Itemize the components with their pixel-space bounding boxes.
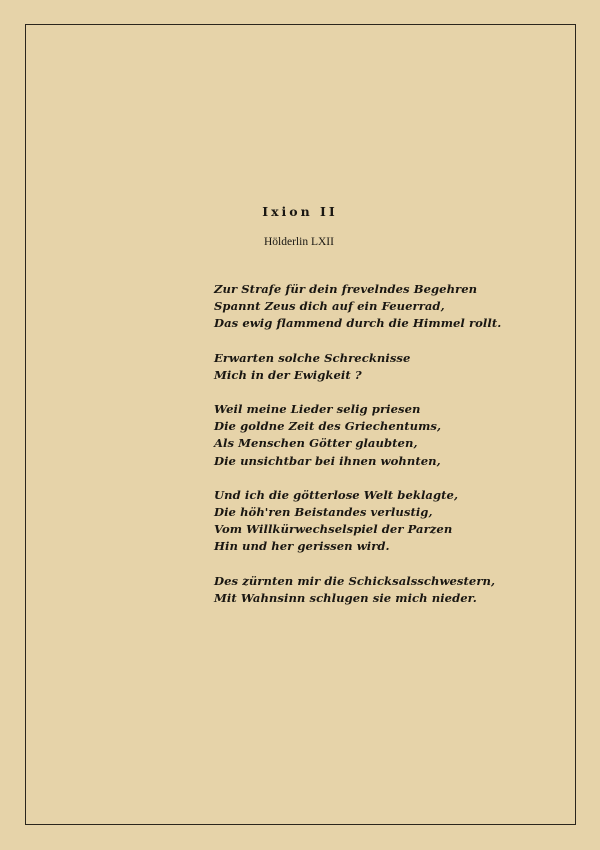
poem-line: Hin und her gerissen wird. [214, 539, 390, 554]
poem-line: Die unsichtbar bei ihnen wohnten, [214, 453, 441, 468]
poem-line: Als Menschen Götter glaubten, [214, 436, 418, 451]
poem-line: Mit Wahnsinn schlugen sie mich nieder. [214, 590, 477, 605]
poem-line: Vom Willkürwechselspiel der Parzen [214, 522, 453, 537]
stanza [214, 350, 554, 384]
stanza [214, 573, 554, 607]
poem-title [0, 204, 600, 219]
poem-line: Mich in der Ewigkeit ? [214, 367, 362, 382]
poem-line: Des zürnten mir die Schicksalsschwestern, [214, 573, 496, 588]
poem-line: Weil meine Lieder selig priesen [214, 402, 421, 417]
poem-line: Erwarten solche Schrecknisse [214, 350, 411, 365]
poem-line: Und ich die götterlose Welt beklagte, [214, 487, 459, 502]
poem-line: Das ewig flammend durch die Himmel rollt. [214, 316, 502, 331]
stanza [214, 281, 554, 333]
stanza [214, 487, 554, 556]
poem-line: Die goldne Zeit des Griechentums, [214, 419, 442, 434]
poem-line: Die höh'ren Beistandes verlustig, [214, 505, 433, 520]
poem-body [214, 281, 554, 624]
poem-subtitle: Hölderlin LXII [264, 236, 334, 248]
poem-line: Zur Strafe für dein frevelndes Begehren [214, 282, 478, 296]
stanza [214, 401, 554, 470]
poem-title-text: Ixion II [262, 204, 338, 219]
poem-line: Spannt Zeus dich auf ein Feuerrad, [214, 299, 445, 314]
